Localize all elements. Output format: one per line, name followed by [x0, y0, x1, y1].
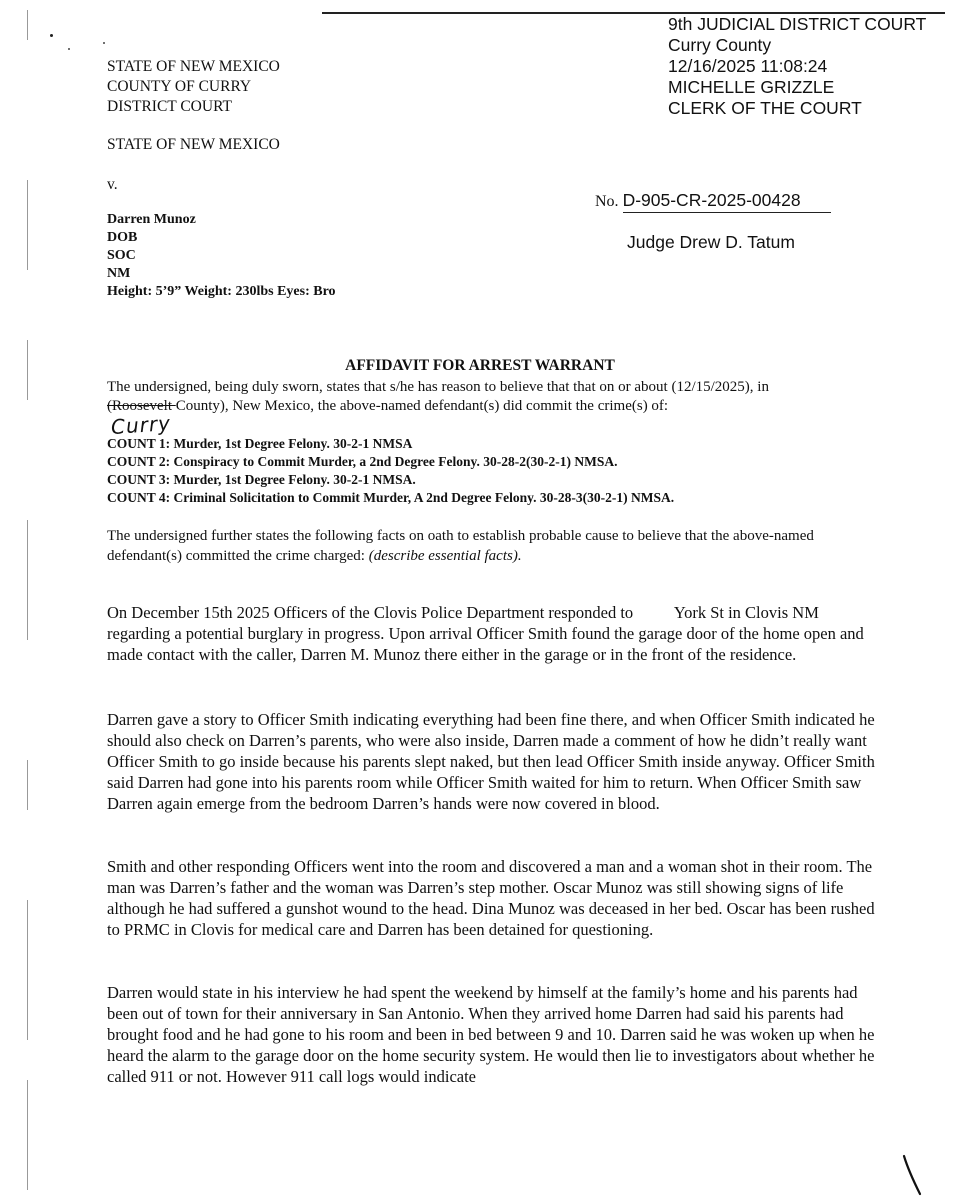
scan-dot	[103, 42, 105, 44]
struck-county: (Roosevelt	[107, 398, 176, 414]
defendant-block	[107, 211, 336, 301]
plaintiff: STATE OF NEW MEXICO	[107, 136, 280, 153]
filing-stamp	[668, 14, 926, 119]
defendant-name: Darren Munoz	[107, 212, 196, 227]
scan-dot	[68, 48, 70, 50]
narrative-paragraph-3: Smith and other responding Officers went into the room and discovered a man and a woman shot in their room. The man was Darren’s father and the woman was Darren’s step mother. Oscar Munoz was still showing signs of life although he had suffered a gunshot wound to the head. Dina Munoz was deceased in her bed. Oscar has been rushed to PRMC in Clovis for medical care and Darren has been detained for questioning.	[107, 857, 875, 939]
counts-list	[107, 435, 907, 507]
defendant-physical: Height: 5’9” Weight: 230lbs Eyes: Bro	[107, 284, 336, 299]
pen-mark	[898, 1152, 928, 1198]
scan-left-edge-marks	[27, 0, 29, 1200]
handwritten-county: Curry	[110, 410, 172, 440]
court-header	[107, 57, 280, 117]
count-2: COUNT 2: Conspiracy to Commit Murder, a 2nd Degree Felony. 30-28-2(30-2-1) NMSA.	[107, 454, 618, 469]
narrative-paragraph-2: Darren gave a story to Officer Smith indicating everything had been fine there, and when Officer Smith indicated he should also check on Darren’s parents, who were also inside, Darren made a comment of how he didn’t really want Officer Smith to go inside because his parents slept naked, but then lead Officer Smith inside anyway. Officer Smith said Darren had gone into his parents room while Officer Smith waited for him to return. When Officer Smith saw Darren again emerge from the bedroom Darren’s hands were now covered in blood.	[107, 710, 875, 813]
case-number-value: D-905-CR-2025-00428	[623, 190, 831, 213]
header-state: STATE OF NEW MEXICO	[107, 58, 280, 75]
count-1: COUNT 1: Murder, 1st Degree Felony. 30-2-1 NMSA	[107, 436, 413, 451]
narrative-paragraph-1: On December 15th 2025 Officers of the Clovis Police Department responded to York St in Clovis NM regarding a potential burglary in progress. Upon arrival Officer Smith found the garage door of the home open and made contact with the caller, Darren M. Munoz there either in the garage or in the front of the residence.	[107, 603, 868, 664]
versus: v.	[107, 176, 118, 193]
stamp-county: Curry County	[668, 35, 772, 55]
case-number	[595, 190, 831, 213]
narrative-paragraph-4: Darren would state in his interview he had spent the weekend by himself at the family’s home and his parents had been out of town for their anniversary in San Antonio. When they arrived home Darren had said his parents had brought food and he had gone to his room and been in bed between 9 and 10. Darren said he was woken up when he heard the alarm to the garage door on the home security system. He would then lie to investigators about whether he called 911 or not. However 911 call logs would indicate	[107, 983, 875, 1086]
count-3: COUNT 3: Murder, 1st Degree Felony. 30-2-1 NMSA.	[107, 472, 416, 487]
affidavit-intro	[107, 378, 907, 416]
facts-intro-italic: (describe essential facts).	[368, 548, 522, 564]
stamp-court: 9th JUDICIAL DISTRICT COURT	[668, 14, 927, 34]
facts-intro	[107, 526, 852, 566]
intro-line-1: The undersigned, being duly sworn, states that s/he has reason to believe that that on or about (12/15/2025), in	[107, 379, 769, 395]
intro-line-2	[107, 397, 907, 416]
defendant-state: NM	[107, 266, 131, 281]
judge-name: Judge Drew D. Tatum	[627, 232, 795, 252]
defendant-dob: DOB	[107, 230, 138, 245]
header-county: COUNTY OF CURRY	[107, 78, 252, 95]
stamp-datetime: 12/16/2025 11:08:24	[668, 56, 828, 76]
case-number-label: No.	[595, 193, 619, 210]
intro-line-2-text: County), New Mexico, the above-named defendant(s) did commit the crime(s) of:	[175, 398, 669, 414]
affidavit-title: AFFIDAVIT FOR ARREST WARRANT	[345, 357, 615, 374]
header-court: DISTRICT COURT	[107, 98, 232, 115]
count-4: COUNT 4: Criminal Solicitation to Commit Murder, A 2nd Degree Felony. 30-28-3(30-2-1) NMSA.	[107, 490, 675, 505]
stamp-clerk-name: MICHELLE GRIZZLE	[668, 77, 835, 97]
stamp-clerk-title: CLERK OF THE COURT	[668, 98, 862, 118]
facts-intro-text: The undersigned further states the following facts on oath to establish probable cause to believe that the above-named defendant(s) committed the crime charged:	[107, 528, 814, 564]
scan-dot	[50, 34, 53, 37]
defendant-soc: SOC	[107, 248, 136, 263]
